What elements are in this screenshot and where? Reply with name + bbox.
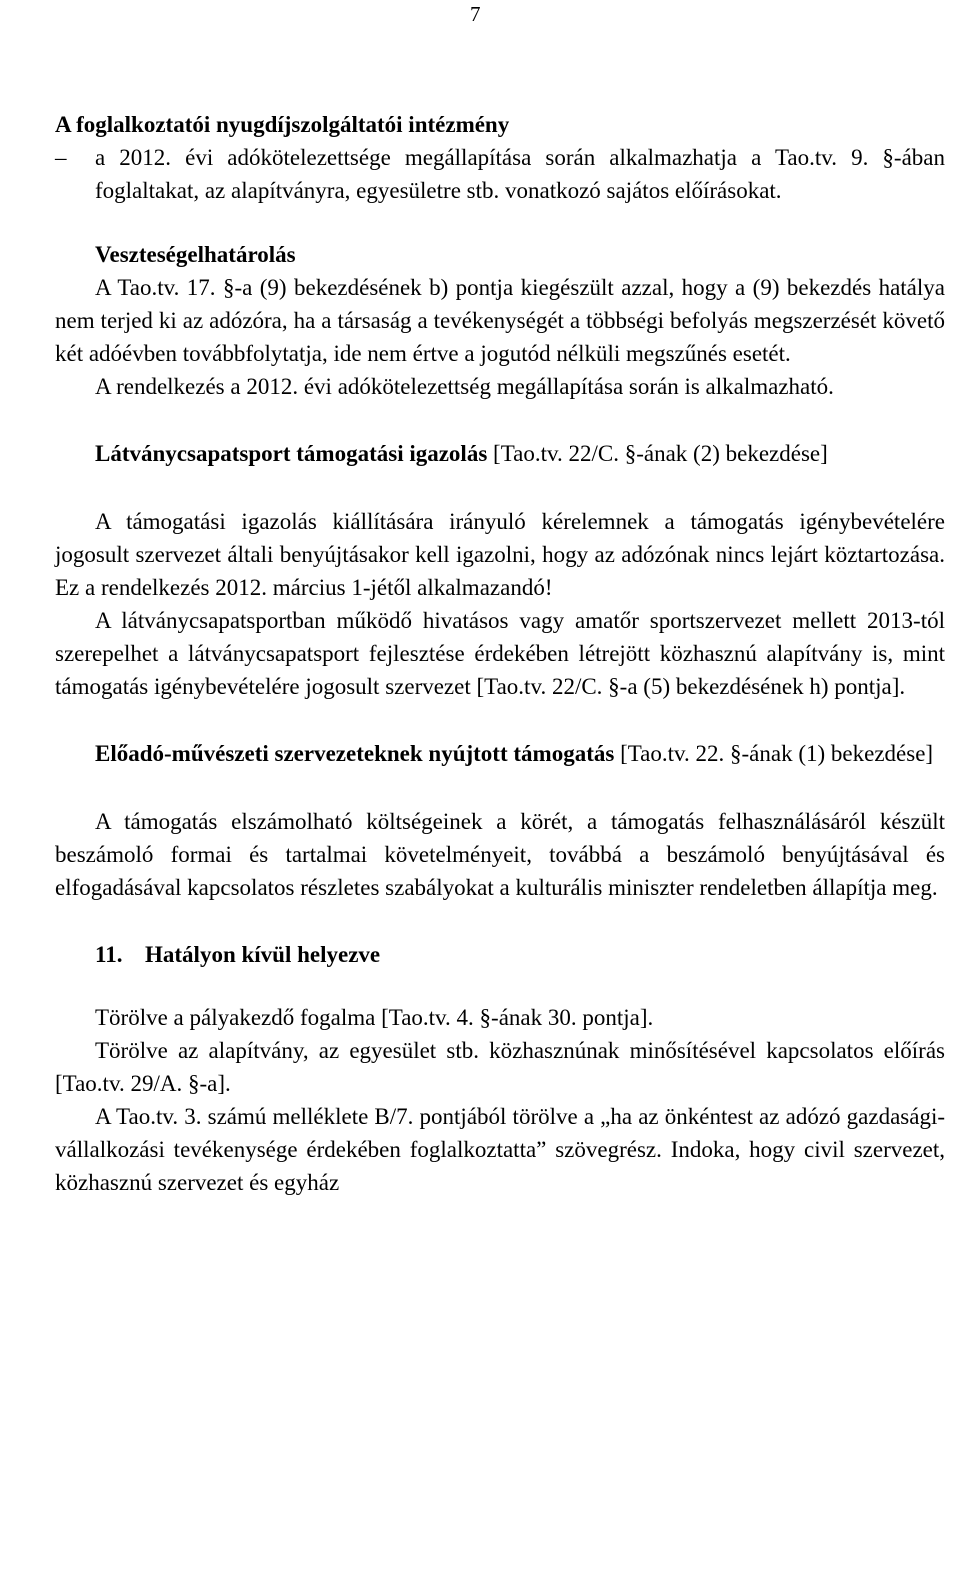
paragraph: Törölve a pályakezdő fogalma [Tao.tv. 4. §-ának 30. pontja]. — [95, 1005, 654, 1030]
paragraph: A rendelkezés a 2012. évi adókötelezettség megállapítása során is alkalmazható. — [95, 374, 834, 399]
paragraph: A Tao.tv. 3. számú melléklete B/7. pontjából törölve a „ha az önkéntest az adózó gazdasági-vállalkozási tevékenysége érdekében foglalkoztatta” szövegrész. Indoka, hogy civil szervezet, közhasznú szervezet és egyház — [55, 1104, 945, 1195]
section-title-text: Hatályon kívül helyezve — [145, 942, 381, 967]
paragraph: Törölve az alapítvány, az egyesület stb. közhasznúnak minősítésével kapcsolatos előírás [Tao.tv. 29/A. §-a]. — [55, 1038, 945, 1096]
document-body — [55, 108, 945, 1199]
paragraph: A támogatás elszámolható költségeinek a körét, a támogatás felhasználásáról készült beszámoló formai és tartalmai követelményeit, továbbá a beszámoló benyújtásával és elfogadásával kapcsolatos részletes szabályokat a kulturális miniszter rendeletben állapítja meg. — [55, 809, 945, 900]
paragraph: A Tao.tv. 17. §-a (9) bekezdésének b) pontja kiegészült azzal, hogy a (9) bekezdés hatálya nem terjed ki az adózóra, ha a társaság a tevékenységét a többségi befolyás megszerzését követő két adóévben továbbfolytatja, ide nem értve a jogutód nélküli megszűnés esetét. — [55, 275, 945, 366]
section-number: 11. — [95, 942, 123, 967]
paragraph: A látványcsapatsportban működő hivatásos vagy amatőr sportszervezet mellett 2013-tól szerepelhet a látványcsapatsport fejlesztése érdekében létrejött közhasznú alapítvány is, mint támogatás igénybevételére jogosult szervezet [Tao.tv. 22/C. §-a (5) bekezdésének h) pontja]. — [55, 608, 945, 699]
section-title-pension-institution: A foglalkoztatói nyugdíjszolgáltatói intézmény — [55, 112, 510, 137]
section-title-loss-carryforward: Veszteségelhatárolás — [95, 242, 296, 267]
page-number: 7 — [470, 2, 481, 26]
section-title-repealed — [55, 938, 945, 971]
paragraph: A támogatási igazolás kiállítására irányuló kérelemnek a támogatás igénybevételére jogosult szervezet általi benyújtásakor kell igazolni, hogy az adózónak nincs lejárt köztartozása. Ez a rendelkezés 2012. március 1-jétől alkalmazandó! — [55, 509, 945, 600]
section-title-performing-arts: Előadó-művészeti szervezeteknek nyújtott támogatás [Tao.tv. 22. §-ának (1) bekezdése] — [95, 741, 934, 766]
dash-list-item — [55, 141, 945, 207]
dash-item-text: a 2012. évi adókötelezettsége megállapítása során alkalmazhatja a Tao.tv. 9. §-ában foglaltakat, az alapítványra, egyesületre stb. vonatkozó sajátos előírásokat. — [95, 145, 945, 203]
section-loss-carryforward — [55, 238, 945, 271]
dash-bullet-icon: – — [55, 145, 67, 170]
section-title-spectator-sport: Látványcsapatsport támogatási igazolás [Tao.tv. 22/C. §-ának (2) bekezdése] — [95, 441, 828, 466]
